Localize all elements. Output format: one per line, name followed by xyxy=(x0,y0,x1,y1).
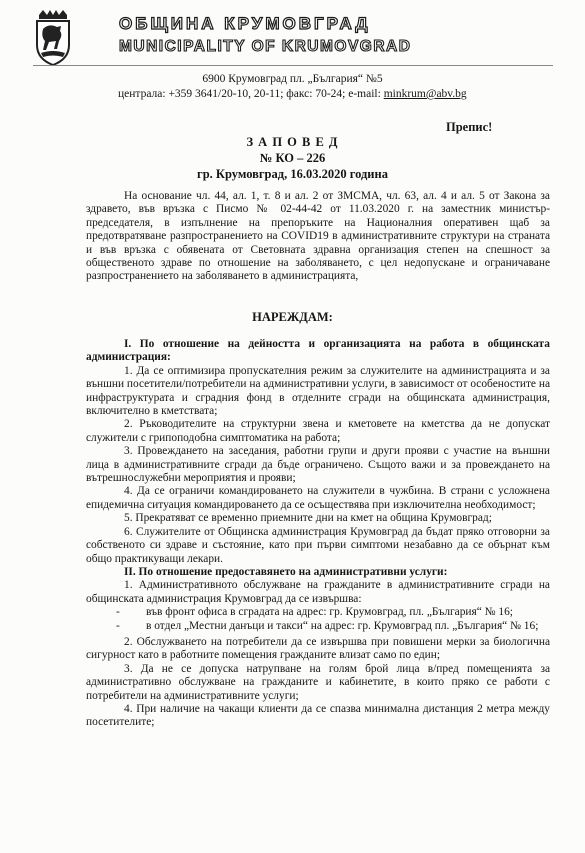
list-item: 4. Да се ограничи командироването на служители в чужбина. В страни с усложнена епидемична ситуация командироването да се осъществява при изключителна необходимост; xyxy=(86,485,550,511)
krumovgrad-coat-of-arms-icon xyxy=(33,9,73,67)
list-item: 2. Обслужването на потребители да се извършва при повишени мерки за биологична сигурност като в работните помещения гражданите влизат само по един; xyxy=(86,635,550,662)
header-divider xyxy=(33,65,553,66)
dash-item: - в отдел „Местни данъци и такси“ на адрес: гр. Крумовград пл. „България“ № 16; xyxy=(116,619,539,632)
list-item: 4. При наличие на чакащи клиенти да се спазва минимална дистанция 2 метра между посетителите; xyxy=(86,702,550,729)
org-name-en: MUNICIPALITY OF KRUMOVGRAD xyxy=(119,38,412,55)
copy-stamp: Препис! xyxy=(446,120,493,134)
dash-item-text: във фронт офиса в сградата на адрес: гр. Крумовград, пл. „България“ № 16; xyxy=(146,606,513,619)
list-item: 2. Ръководителите на структурни звена и кметовете на кметства да не допускат служители с грипоподобна симптоматика на работа; xyxy=(86,418,550,444)
dash-item-text: в отдел „Местни данъци и такси“ на адрес: гр. Крумовград пл. „България“ № 16; xyxy=(146,619,539,632)
order-word: НАРЕЖДАМ: xyxy=(252,310,333,324)
doc-number: № КО – 226 xyxy=(259,151,326,165)
list-item: 1. Административното обслужване на гражданите в административните сгради на общинската администрация Крумовград да се извършва: xyxy=(86,579,550,605)
address-line: 6900 Крумовград пл. „България“ №5 xyxy=(202,73,383,85)
dash-item: - във фронт офиса в сградата на адрес: гр. Крумовград, пл. „България“ № 16; xyxy=(116,606,513,619)
list-item: 1. Да се оптимизира пропускателния режим за служителите на администрацията и за външни посетители/потребители на административни услуги, в зависимост от особеностите на инфраструктурата и сградния фонд в отделните сгради на общинската администрация, включително в кметствата; xyxy=(86,364,550,418)
list-item: 3. Да не се допуска натрупване на голям брой лица в/пред помещенията за административно обслужване на гражданите и кабинетите, в които пряко се работи с потребители на административните услуги; xyxy=(86,662,550,702)
doc-place-date: гр. Крумовград, 16.03.2020 година xyxy=(197,167,388,181)
list-item: 6. Служителите от Общинска администрация Крумовград да бъдат пряко отговорни за собственото си здраве и състояние, като при първи симптоми незабавно да се обърнат към общо практикуващи лекари. xyxy=(86,525,550,565)
section-2-heading: II. По отношение предоставянето на административни услуги: xyxy=(124,565,448,578)
doc-title: З А П О В Е Д xyxy=(246,135,339,149)
contacts-line xyxy=(118,87,467,102)
email-link[interactable]: minkrum@abv.bg xyxy=(383,88,467,100)
org-name-bg: ОБЩИНА КРУМОВГРАД xyxy=(119,14,371,33)
list-item: 3. Провеждането на заседания, работни групи и други прояви с участие на външни лица в административните сгради да бъде ограничено. Същото важи и за провеждането на вътрешнослужебни мероприятия и прояви; xyxy=(86,445,550,485)
section-1-heading: I. По отношение на дейността и организацията на работа в общинската администрация: xyxy=(86,338,550,364)
contacts-text: централа: +359 3641/20-10, 20-11; факс: 70-24; e-mail: xyxy=(118,88,384,100)
preamble-block xyxy=(86,190,550,284)
section-1 xyxy=(86,338,550,730)
preamble-text: На основание чл. 44, ал. 1, т. 8 и ал. 2 от ЗМСМА, чл. 63, ал. 4 и ал. 5 от Закона за здравето, във връзка с Писмо № 02-44-42 от 11.03.2020 г. на заместник министър- председателя, в изпълнение на препоръките на Националния оперативен щаб за предотвратяване разпространението на COVID19 в административните структури на страната и във връзка с обявената от Световната здравна организация степен на спешност за общественото здраве по отношение на заболяването, с цел недопускане и ограничаване разпространението на заболяването в администрацията, xyxy=(86,190,550,283)
list-item: 5. Прекратяват се временно приемните дни на кмет на община Крумовград; xyxy=(124,512,492,525)
